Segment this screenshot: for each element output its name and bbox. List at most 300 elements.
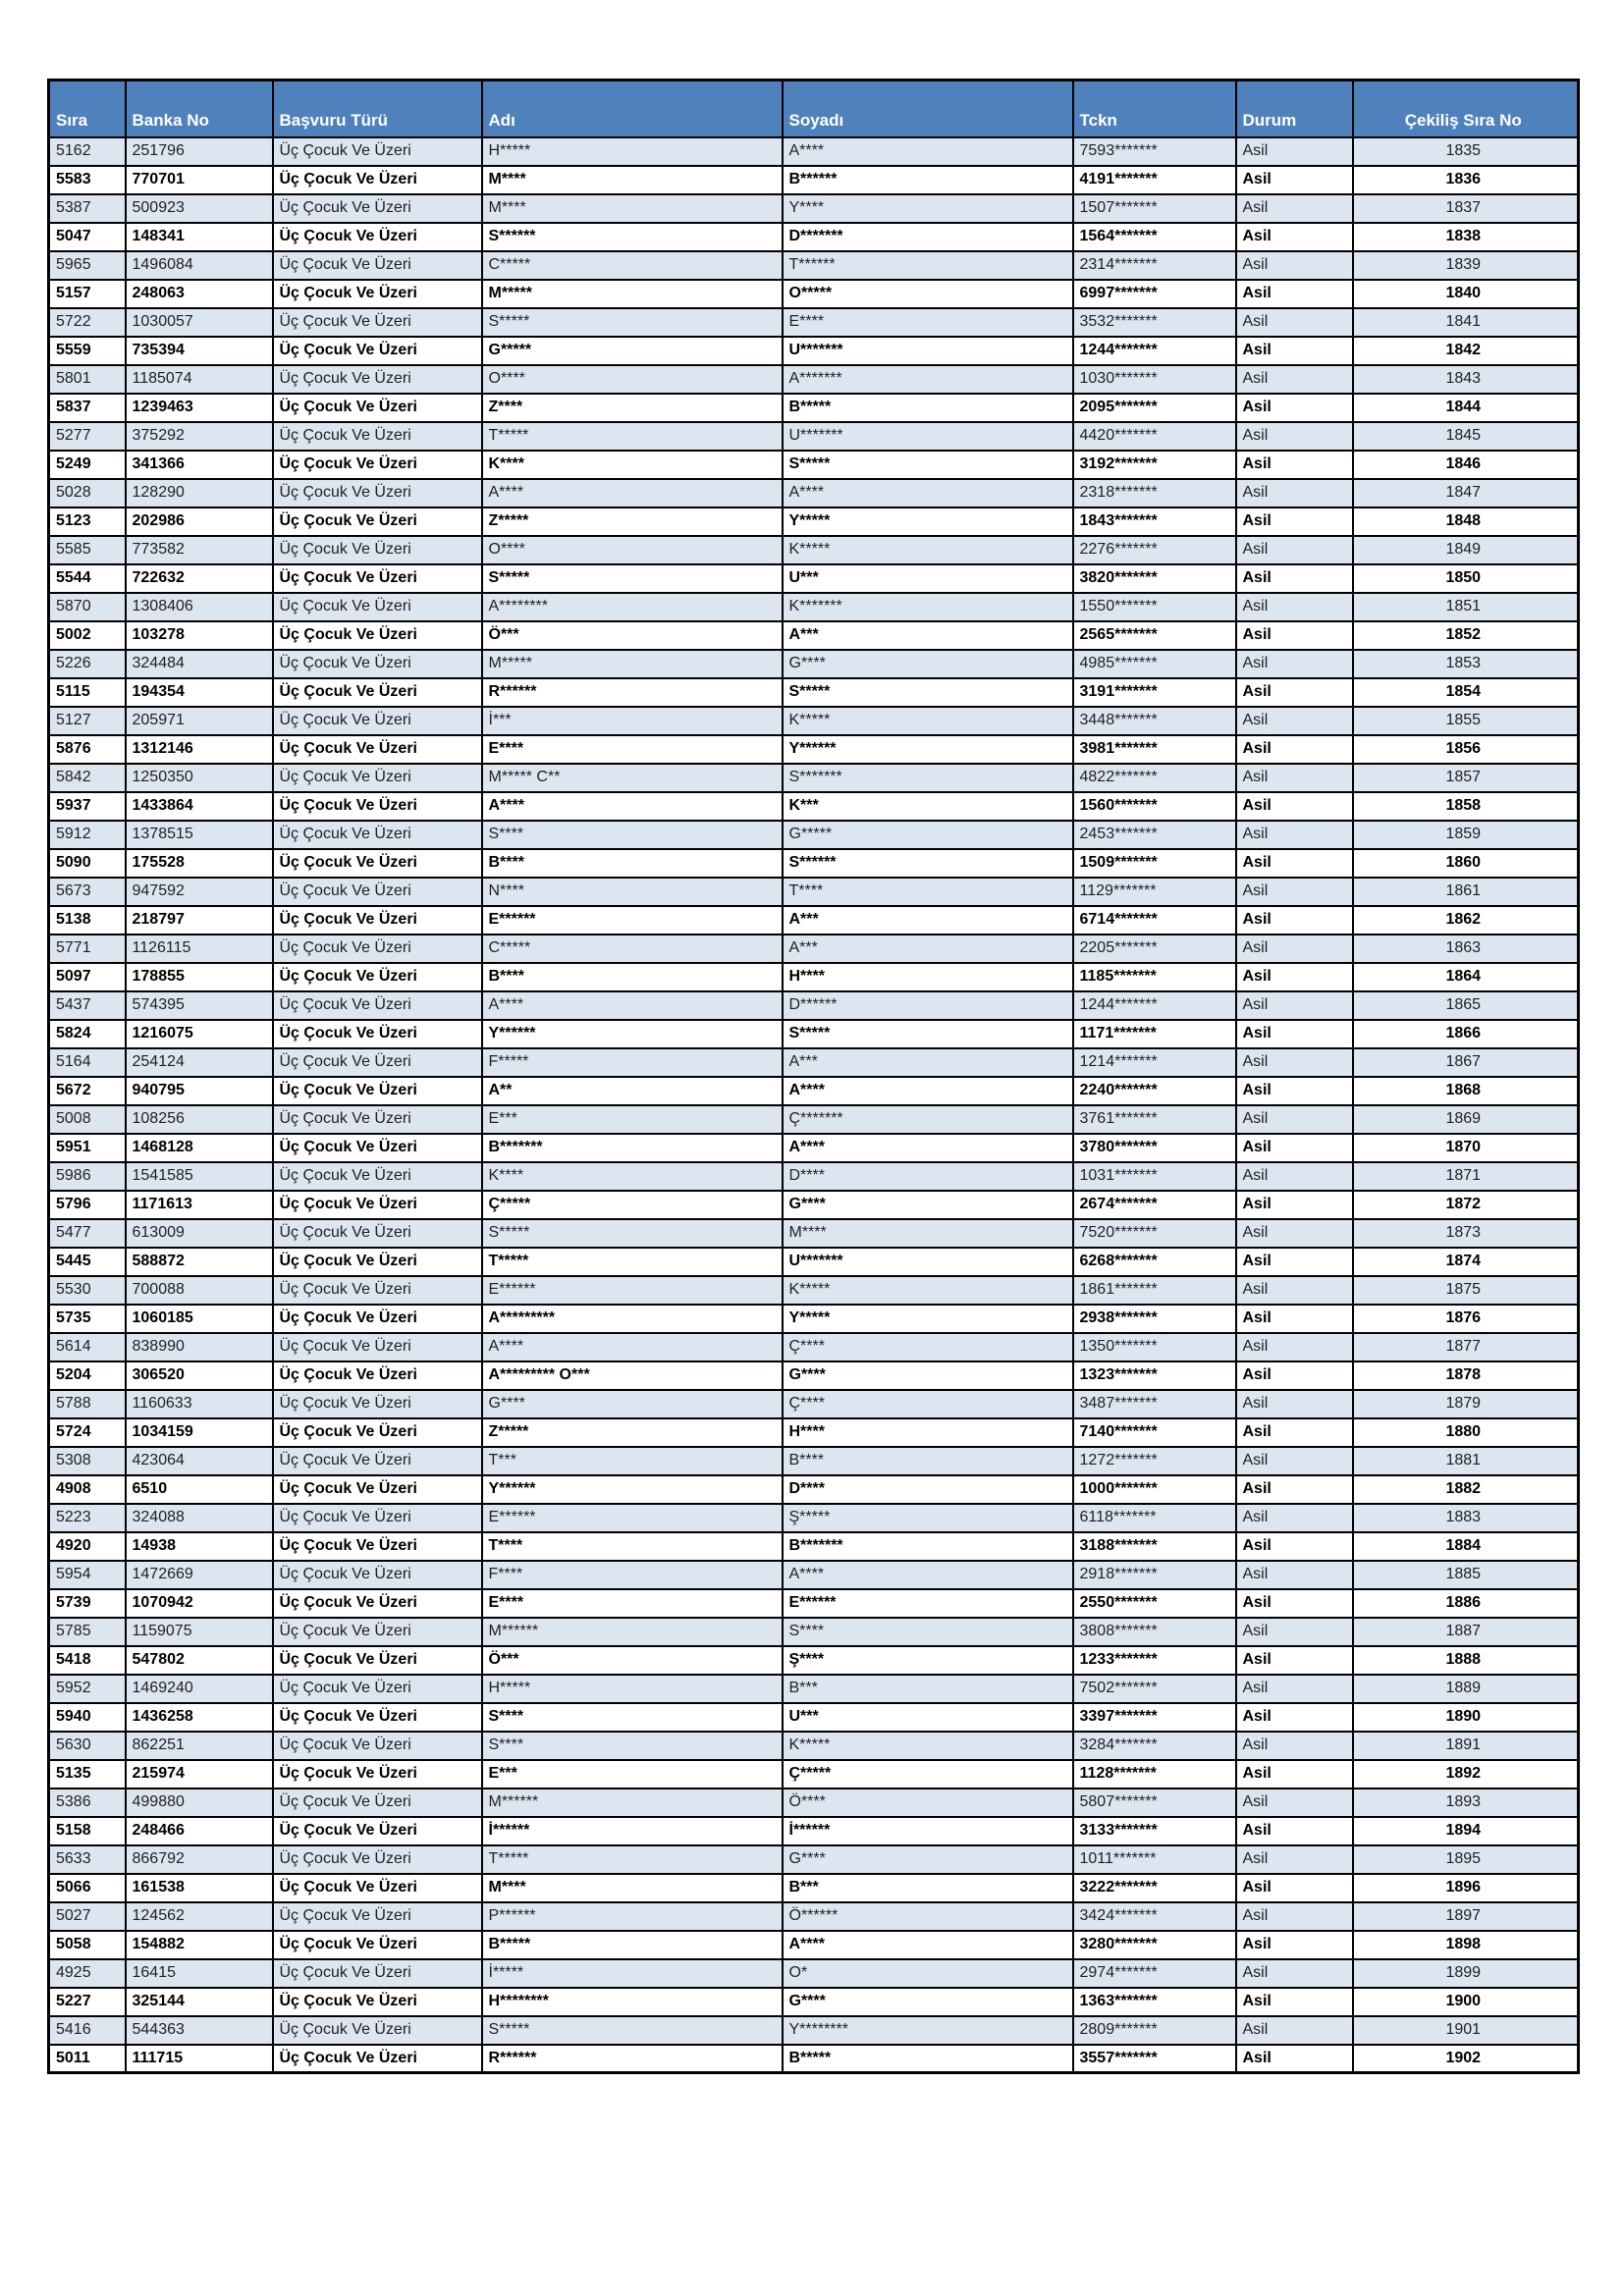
cell-sira: 5771 — [49, 934, 126, 963]
cell-soyadi: Y***** — [783, 1305, 1073, 1333]
cell-durum: Asil — [1236, 1675, 1353, 1703]
cell-sira: 5986 — [49, 1162, 126, 1191]
table-row — [49, 991, 1579, 1020]
cell-cekilis-sira-no: 1861 — [1353, 878, 1579, 906]
cell-basvuru-turu: Üç Çocuk Ve Üzeri — [273, 1162, 482, 1191]
cell-sira: 5135 — [49, 1760, 126, 1789]
cell-durum: Asil — [1236, 1703, 1353, 1732]
table-row — [49, 1333, 1579, 1362]
cell-basvuru-turu: Üç Çocuk Ve Üzeri — [273, 849, 482, 878]
table-row — [49, 536, 1579, 564]
table-row — [49, 507, 1579, 536]
cell-soyadi: K*** — [783, 792, 1073, 821]
cell-cekilis-sira-no: 1869 — [1353, 1105, 1579, 1134]
cell-adi: M***** — [482, 280, 783, 308]
cell-basvuru-turu: Üç Çocuk Ve Üzeri — [273, 137, 482, 166]
cell-banka-no: 770701 — [126, 166, 273, 194]
cell-durum: Asil — [1236, 1219, 1353, 1248]
cell-banka-no: 1468128 — [126, 1134, 273, 1162]
cell-tckn: 1185******* — [1073, 963, 1236, 991]
cell-soyadi: D****** — [783, 991, 1073, 1020]
cell-sira: 5940 — [49, 1703, 126, 1732]
cell-banka-no: 1541585 — [126, 1162, 273, 1191]
cell-banka-no: 324088 — [126, 1504, 273, 1532]
table-row — [49, 1874, 1579, 1902]
cell-cekilis-sira-no: 1902 — [1353, 2045, 1579, 2073]
cell-banka-no: 700088 — [126, 1276, 273, 1305]
cell-adi: Ö*** — [482, 621, 783, 650]
column-header-soyadi: Soyadı — [783, 80, 1073, 137]
cell-cekilis-sira-no: 1894 — [1353, 1817, 1579, 1845]
cell-tckn: 2918******* — [1073, 1561, 1236, 1589]
table-row — [49, 251, 1579, 280]
cell-basvuru-turu: Üç Çocuk Ve Üzeri — [273, 1874, 482, 1902]
cell-adi: K**** — [482, 1162, 783, 1191]
cell-cekilis-sira-no: 1847 — [1353, 479, 1579, 507]
cell-durum: Asil — [1236, 394, 1353, 422]
cell-basvuru-turu: Üç Çocuk Ve Üzeri — [273, 1305, 482, 1333]
cell-sira: 5673 — [49, 878, 126, 906]
cell-tckn: 1233******* — [1073, 1646, 1236, 1675]
cell-soyadi: G**** — [783, 1191, 1073, 1219]
table-row — [49, 735, 1579, 764]
table-row — [49, 1817, 1579, 1845]
cell-banka-no: 1030057 — [126, 308, 273, 337]
cell-cekilis-sira-no: 1843 — [1353, 365, 1579, 394]
cell-banka-no: 111715 — [126, 2045, 273, 2073]
cell-basvuru-turu: Üç Çocuk Ve Üzeri — [273, 593, 482, 621]
table-row — [49, 1305, 1579, 1333]
cell-tckn: 7520******* — [1073, 1219, 1236, 1248]
cell-cekilis-sira-no: 1878 — [1353, 1362, 1579, 1390]
cell-basvuru-turu: Üç Çocuk Ve Üzeri — [273, 1988, 482, 2016]
table-row — [49, 479, 1579, 507]
cell-adi: T**** — [482, 1532, 783, 1561]
table-row — [49, 906, 1579, 934]
table-row — [49, 365, 1579, 394]
table-row — [49, 394, 1579, 422]
cell-basvuru-turu: Üç Çocuk Ve Üzeri — [273, 1475, 482, 1504]
cell-basvuru-turu: Üç Çocuk Ve Üzeri — [273, 1675, 482, 1703]
cell-basvuru-turu: Üç Çocuk Ve Üzeri — [273, 1532, 482, 1561]
cell-banka-no: 588872 — [126, 1248, 273, 1276]
cell-banka-no: 940795 — [126, 1077, 273, 1105]
cell-soyadi: E**** — [783, 308, 1073, 337]
cell-tckn: 2938******* — [1073, 1305, 1236, 1333]
cell-banka-no: 306520 — [126, 1362, 273, 1390]
cell-cekilis-sira-no: 1876 — [1353, 1305, 1579, 1333]
cell-tckn: 2674******* — [1073, 1191, 1236, 1219]
cell-sira: 5785 — [49, 1618, 126, 1646]
cell-durum: Asil — [1236, 1276, 1353, 1305]
cell-sira: 5416 — [49, 2016, 126, 2045]
table-row — [49, 593, 1579, 621]
table-row — [49, 849, 1579, 878]
cell-adi: A**** — [482, 479, 783, 507]
cell-sira: 5066 — [49, 1874, 126, 1902]
cell-banka-no: 108256 — [126, 1105, 273, 1134]
cell-cekilis-sira-no: 1866 — [1353, 1020, 1579, 1048]
cell-basvuru-turu: Üç Çocuk Ve Üzeri — [273, 821, 482, 849]
cell-durum: Asil — [1236, 166, 1353, 194]
cell-cekilis-sira-no: 1855 — [1353, 707, 1579, 735]
cell-durum: Asil — [1236, 1959, 1353, 1988]
cell-cekilis-sira-no: 1848 — [1353, 507, 1579, 536]
cell-adi: M**** — [482, 166, 783, 194]
cell-tckn: 1350******* — [1073, 1333, 1236, 1362]
cell-tckn: 1244******* — [1073, 991, 1236, 1020]
cell-durum: Asil — [1236, 536, 1353, 564]
column-header-banka-no: Banka No — [126, 80, 273, 137]
cell-sira: 5876 — [49, 735, 126, 764]
cell-cekilis-sira-no: 1901 — [1353, 2016, 1579, 2045]
cell-sira: 5585 — [49, 536, 126, 564]
cell-banka-no: 161538 — [126, 1874, 273, 1902]
cell-banka-no: 16415 — [126, 1959, 273, 1988]
cell-soyadi: B***** — [783, 2045, 1073, 2073]
cell-tckn: 1363******* — [1073, 1988, 1236, 2016]
cell-tckn: 1011******* — [1073, 1845, 1236, 1874]
cell-banka-no: 500923 — [126, 194, 273, 223]
cell-soyadi: U******* — [783, 337, 1073, 365]
cell-sira: 5722 — [49, 308, 126, 337]
cell-soyadi: İ****** — [783, 1817, 1073, 1845]
cell-tckn: 2453******* — [1073, 821, 1236, 849]
cell-tckn: 1323******* — [1073, 1362, 1236, 1390]
cell-adi: T***** — [482, 422, 783, 451]
cell-adi: M***** — [482, 650, 783, 678]
cell-basvuru-turu: Üç Çocuk Ve Üzeri — [273, 2016, 482, 2045]
cell-sira: 5796 — [49, 1191, 126, 1219]
cell-sira: 5965 — [49, 251, 126, 280]
cell-adi: M**** — [482, 194, 783, 223]
cell-cekilis-sira-no: 1890 — [1353, 1703, 1579, 1732]
cell-basvuru-turu: Üç Çocuk Ve Üzeri — [273, 394, 482, 422]
cell-durum: Asil — [1236, 1077, 1353, 1105]
table-row — [49, 878, 1579, 906]
table-row — [49, 451, 1579, 479]
cell-cekilis-sira-no: 1867 — [1353, 1048, 1579, 1077]
table-row — [49, 1390, 1579, 1418]
cell-adi: H******** — [482, 1988, 783, 2016]
cell-basvuru-turu: Üç Çocuk Ve Üzeri — [273, 422, 482, 451]
cell-sira: 5735 — [49, 1305, 126, 1333]
cell-cekilis-sira-no: 1889 — [1353, 1675, 1579, 1703]
cell-sira: 5724 — [49, 1418, 126, 1447]
cell-basvuru-turu: Üç Çocuk Ve Üzeri — [273, 1902, 482, 1931]
table-row — [49, 308, 1579, 337]
cell-tckn: 3280******* — [1073, 1931, 1236, 1959]
cell-sira: 5097 — [49, 963, 126, 991]
cell-basvuru-turu: Üç Çocuk Ve Üzeri — [273, 479, 482, 507]
cell-cekilis-sira-no: 1883 — [1353, 1504, 1579, 1532]
cell-basvuru-turu: Üç Çocuk Ve Üzeri — [273, 1646, 482, 1675]
table-header — [49, 80, 1579, 137]
cell-soyadi: K******* — [783, 593, 1073, 621]
table-row — [49, 194, 1579, 223]
cell-sira: 4920 — [49, 1532, 126, 1561]
cell-tckn: 1560******* — [1073, 792, 1236, 821]
cell-basvuru-turu: Üç Çocuk Ve Üzeri — [273, 1048, 482, 1077]
cell-basvuru-turu: Üç Çocuk Ve Üzeri — [273, 1703, 482, 1732]
cell-banka-no: 248063 — [126, 280, 273, 308]
cell-durum: Asil — [1236, 1845, 1353, 1874]
cell-soyadi: T**** — [783, 878, 1073, 906]
cell-cekilis-sira-no: 1844 — [1353, 394, 1579, 422]
cell-banka-no: 1469240 — [126, 1675, 273, 1703]
table-row — [49, 1077, 1579, 1105]
cell-banka-no: 202986 — [126, 507, 273, 536]
cell-tckn: 4191******* — [1073, 166, 1236, 194]
cell-soyadi: Ş***** — [783, 1504, 1073, 1532]
table-row — [49, 223, 1579, 251]
cell-basvuru-turu: Üç Çocuk Ve Üzeri — [273, 707, 482, 735]
cell-sira: 5308 — [49, 1447, 126, 1475]
column-header-sira: Sıra — [49, 80, 126, 137]
table-row — [49, 1618, 1579, 1646]
cell-cekilis-sira-no: 1836 — [1353, 166, 1579, 194]
cell-cekilis-sira-no: 1853 — [1353, 650, 1579, 678]
cell-sira: 5028 — [49, 479, 126, 507]
cell-cekilis-sira-no: 1899 — [1353, 1959, 1579, 1988]
cell-banka-no: 1216075 — [126, 1020, 273, 1048]
cell-adi: E*** — [482, 1760, 783, 1789]
cell-banka-no: 103278 — [126, 621, 273, 650]
cell-soyadi: B*** — [783, 1675, 1073, 1703]
cell-banka-no: 254124 — [126, 1048, 273, 1077]
cell-cekilis-sira-no: 1870 — [1353, 1134, 1579, 1162]
cell-adi: S**** — [482, 1732, 783, 1760]
cell-soyadi: B**** — [783, 1447, 1073, 1475]
cell-cekilis-sira-no: 1888 — [1353, 1646, 1579, 1675]
table-row — [49, 2045, 1579, 2073]
cell-adi: Ç***** — [482, 1191, 783, 1219]
cell-cekilis-sira-no: 1839 — [1353, 251, 1579, 280]
cell-sira: 5227 — [49, 1988, 126, 2016]
cell-cekilis-sira-no: 1838 — [1353, 223, 1579, 251]
cell-adi: S***** — [482, 1219, 783, 1248]
cell-sira: 5164 — [49, 1048, 126, 1077]
cell-durum: Asil — [1236, 1988, 1353, 2016]
cell-banka-no: 1060185 — [126, 1305, 273, 1333]
table-row — [49, 280, 1579, 308]
cell-durum: Asil — [1236, 1248, 1353, 1276]
cell-cekilis-sira-no: 1877 — [1353, 1333, 1579, 1362]
cell-sira: 5277 — [49, 422, 126, 451]
cell-soyadi: A**** — [783, 1077, 1073, 1105]
cell-cekilis-sira-no: 1859 — [1353, 821, 1579, 849]
cell-adi: R****** — [482, 2045, 783, 2073]
cell-banka-no: 1433864 — [126, 792, 273, 821]
table-row — [49, 1675, 1579, 1703]
table-row — [49, 1504, 1579, 1532]
cell-banka-no: 1378515 — [126, 821, 273, 849]
cell-soyadi: U******* — [783, 422, 1073, 451]
cell-tckn: 1171******* — [1073, 1020, 1236, 1048]
cell-tckn: 3188******* — [1073, 1532, 1236, 1561]
cell-cekilis-sira-no: 1840 — [1353, 280, 1579, 308]
cell-basvuru-turu: Üç Çocuk Ve Üzeri — [273, 1732, 482, 1760]
cell-sira: 5387 — [49, 194, 126, 223]
cell-banka-no: 423064 — [126, 1447, 273, 1475]
cell-basvuru-turu: Üç Çocuk Ve Üzeri — [273, 1931, 482, 1959]
cell-sira: 5223 — [49, 1504, 126, 1532]
cell-banka-no: 1070942 — [126, 1589, 273, 1618]
cell-sira: 5418 — [49, 1646, 126, 1675]
cell-soyadi: Ç**** — [783, 1333, 1073, 1362]
cell-cekilis-sira-no: 1887 — [1353, 1618, 1579, 1646]
cell-sira: 5002 — [49, 621, 126, 650]
cell-basvuru-turu: Üç Çocuk Ve Üzeri — [273, 251, 482, 280]
cell-adi: S***** — [482, 308, 783, 337]
cell-adi: B***** — [482, 1931, 783, 1959]
cell-basvuru-turu: Üç Çocuk Ve Üzeri — [273, 1618, 482, 1646]
cell-adi: Z**** — [482, 394, 783, 422]
cell-banka-no: 838990 — [126, 1333, 273, 1362]
cell-banka-no: 205971 — [126, 707, 273, 735]
cell-sira: 5162 — [49, 137, 126, 166]
cell-durum: Asil — [1236, 735, 1353, 764]
cell-basvuru-turu: Üç Çocuk Ve Üzeri — [273, 650, 482, 678]
cell-soyadi: S***** — [783, 1020, 1073, 1048]
cell-soyadi: H**** — [783, 963, 1073, 991]
cell-sira: 5047 — [49, 223, 126, 251]
cell-tckn: 6268******* — [1073, 1248, 1236, 1276]
cell-durum: Asil — [1236, 451, 1353, 479]
cell-adi: B**** — [482, 963, 783, 991]
column-header-adi: Adı — [482, 80, 783, 137]
cell-basvuru-turu: Üç Çocuk Ve Üzeri — [273, 878, 482, 906]
cell-tckn: 2314******* — [1073, 251, 1236, 280]
cell-soyadi: A**** — [783, 1561, 1073, 1589]
cell-cekilis-sira-no: 1865 — [1353, 991, 1579, 1020]
draw-results-table-container — [47, 79, 1580, 2074]
cell-basvuru-turu: Üç Çocuk Ve Üzeri — [273, 337, 482, 365]
cell-adi: A**** — [482, 792, 783, 821]
table-row — [49, 621, 1579, 650]
cell-tckn: 6118******* — [1073, 1504, 1236, 1532]
table-row — [49, 422, 1579, 451]
cell-banka-no: 735394 — [126, 337, 273, 365]
cell-basvuru-turu: Üç Çocuk Ve Üzeri — [273, 166, 482, 194]
cell-sira: 5951 — [49, 1134, 126, 1162]
cell-tckn: 3448******* — [1073, 707, 1236, 735]
cell-adi: M****** — [482, 1789, 783, 1817]
cell-banka-no: 375292 — [126, 422, 273, 451]
cell-cekilis-sira-no: 1874 — [1353, 1248, 1579, 1276]
cell-durum: Asil — [1236, 1646, 1353, 1675]
cell-tckn: 1030******* — [1073, 365, 1236, 394]
cell-soyadi: S******* — [783, 764, 1073, 792]
cell-soyadi: D**** — [783, 1475, 1073, 1504]
table-row — [49, 707, 1579, 735]
cell-sira: 5386 — [49, 1789, 126, 1817]
cell-basvuru-turu: Üç Çocuk Ve Üzeri — [273, 194, 482, 223]
cell-cekilis-sira-no: 1835 — [1353, 137, 1579, 166]
table-row — [49, 1902, 1579, 1931]
cell-basvuru-turu: Üç Çocuk Ve Üzeri — [273, 1561, 482, 1589]
cell-durum: Asil — [1236, 223, 1353, 251]
cell-adi: K**** — [482, 451, 783, 479]
cell-durum: Asil — [1236, 1020, 1353, 1048]
cell-tckn: 3557******* — [1073, 2045, 1236, 2073]
cell-soyadi: T****** — [783, 251, 1073, 280]
table-row — [49, 1248, 1579, 1276]
cell-banka-no: 14938 — [126, 1532, 273, 1561]
cell-durum: Asil — [1236, 507, 1353, 536]
cell-adi: S**** — [482, 1703, 783, 1732]
cell-tckn: 7502******* — [1073, 1675, 1236, 1703]
cell-cekilis-sira-no: 1893 — [1353, 1789, 1579, 1817]
cell-tckn: 1272******* — [1073, 1447, 1236, 1475]
header-row — [49, 80, 1579, 137]
cell-sira: 5011 — [49, 2045, 126, 2073]
cell-adi: Ö*** — [482, 1646, 783, 1675]
cell-tckn: 3133******* — [1073, 1817, 1236, 1845]
cell-soyadi: U******* — [783, 1248, 1073, 1276]
cell-durum: Asil — [1236, 280, 1353, 308]
cell-basvuru-turu: Üç Çocuk Ve Üzeri — [273, 2045, 482, 2073]
table-row — [49, 792, 1579, 821]
cell-basvuru-turu: Üç Çocuk Ve Üzeri — [273, 1333, 482, 1362]
table-row — [49, 1475, 1579, 1504]
cell-banka-no: 1250350 — [126, 764, 273, 792]
cell-adi: O**** — [482, 536, 783, 564]
cell-banka-no: 1160633 — [126, 1390, 273, 1418]
cell-banka-no: 251796 — [126, 137, 273, 166]
cell-soyadi: A**** — [783, 479, 1073, 507]
cell-tckn: 6714******* — [1073, 906, 1236, 934]
cell-sira: 4925 — [49, 1959, 126, 1988]
cell-tckn: 6997******* — [1073, 280, 1236, 308]
table-row — [49, 1789, 1579, 1817]
cell-durum: Asil — [1236, 1561, 1353, 1589]
cell-tckn: 2205******* — [1073, 934, 1236, 963]
cell-durum: Asil — [1236, 764, 1353, 792]
cell-adi: E**** — [482, 735, 783, 764]
cell-basvuru-turu: Üç Çocuk Ve Üzeri — [273, 1191, 482, 1219]
table-row — [49, 1931, 1579, 1959]
cell-banka-no: 1308406 — [126, 593, 273, 621]
cell-soyadi: G**** — [783, 650, 1073, 678]
cell-basvuru-turu: Üç Çocuk Ve Üzeri — [273, 223, 482, 251]
table-row — [49, 1959, 1579, 1988]
cell-tckn: 1564******* — [1073, 223, 1236, 251]
cell-tckn: 1244******* — [1073, 337, 1236, 365]
table-row — [49, 1134, 1579, 1162]
cell-tckn: 2809******* — [1073, 2016, 1236, 2045]
cell-soyadi: D**** — [783, 1162, 1073, 1191]
cell-tckn: 2565******* — [1073, 621, 1236, 650]
cell-soyadi: B****** — [783, 166, 1073, 194]
cell-durum: Asil — [1236, 1532, 1353, 1561]
cell-adi: İ*** — [482, 707, 783, 735]
cell-durum: Asil — [1236, 2045, 1353, 2073]
cell-banka-no: 1034159 — [126, 1418, 273, 1447]
cell-banka-no: 1171613 — [126, 1191, 273, 1219]
cell-cekilis-sira-no: 1868 — [1353, 1077, 1579, 1105]
cell-tckn: 2550******* — [1073, 1589, 1236, 1618]
cell-durum: Asil — [1236, 1931, 1353, 1959]
cell-sira: 5058 — [49, 1931, 126, 1959]
cell-cekilis-sira-no: 1879 — [1353, 1390, 1579, 1418]
cell-tckn: 1128******* — [1073, 1760, 1236, 1789]
cell-adi: C***** — [482, 934, 783, 963]
cell-soyadi: E****** — [783, 1589, 1073, 1618]
table-row — [49, 1162, 1579, 1191]
cell-sira: 5123 — [49, 507, 126, 536]
cell-durum: Asil — [1236, 849, 1353, 878]
